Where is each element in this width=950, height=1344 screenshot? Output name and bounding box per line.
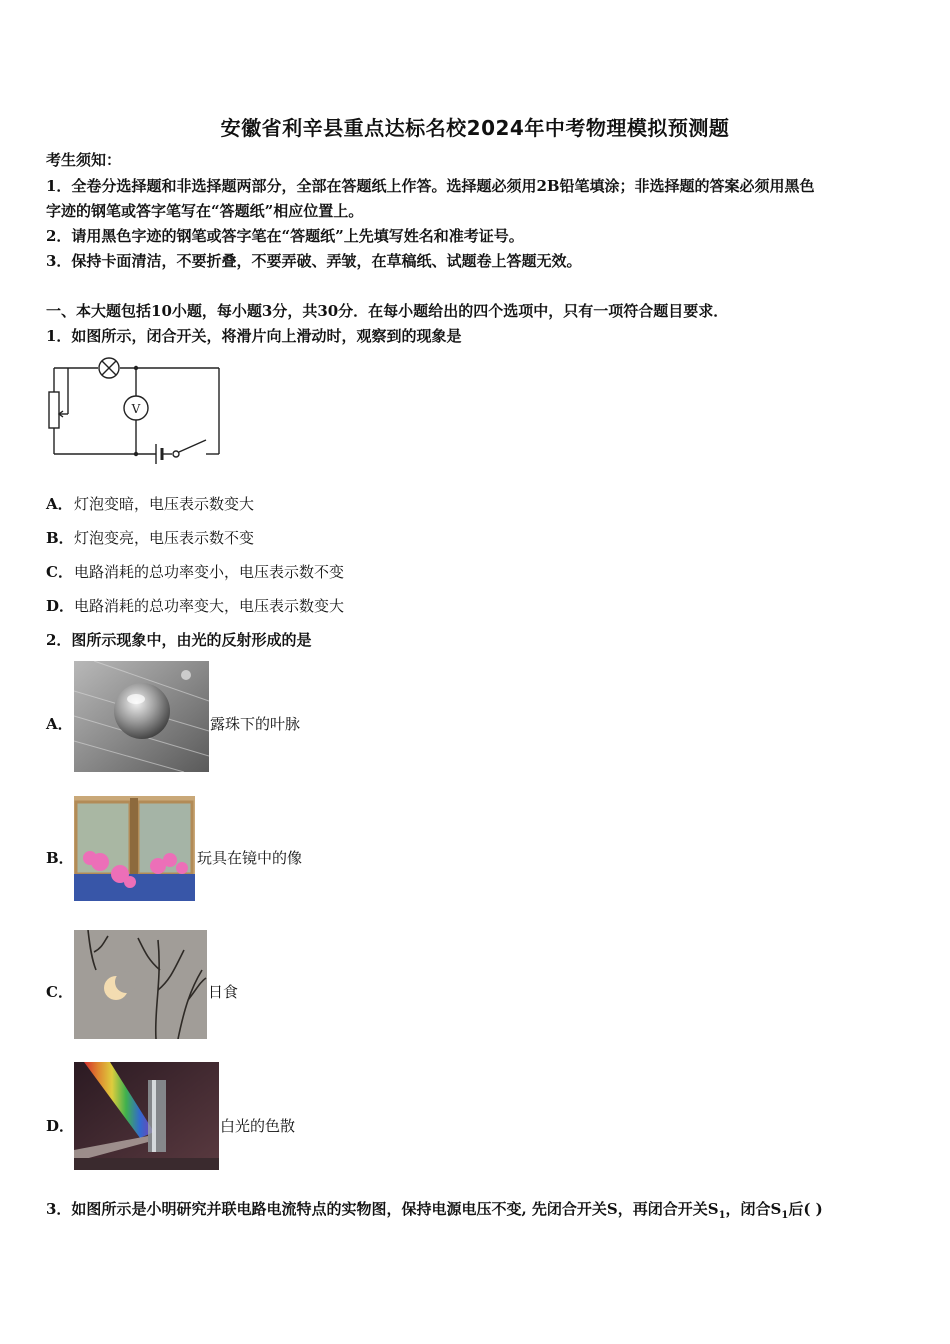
q1-option-c[interactable]: C．电路消耗的总功率变小，电压表示数不变 xyxy=(46,563,345,581)
q1-option-d[interactable]: D．电路消耗的总功率变大，电压表示数变大 xyxy=(46,597,345,615)
notice-heading: 考生须知： xyxy=(46,151,122,169)
mirror-toys-photo xyxy=(74,796,195,901)
notice-item-1: 1．全卷分选择题和非选择题两部分，全部在答题纸上作答。选择题必须用2B铅笔填涂；非选择题的答案必须用黑色 xyxy=(46,177,815,195)
q1-option-b[interactable]: B．灯泡变亮，电压表示数不变 xyxy=(46,529,255,547)
question-1-stem: 1．如图所示，闭合开关，将滑片向上滑动时，观察到的现象是 xyxy=(46,327,462,345)
q2-option-c-letter[interactable]: C． xyxy=(46,983,73,1001)
q2-option-c-caption: 日食 xyxy=(208,983,239,1001)
q1-option-a[interactable]: A．灯泡变暗，电压表示数变大 xyxy=(46,495,255,513)
q2-option-a-caption: 露珠下的叶脉 xyxy=(210,715,301,733)
page-title: 安徽省利辛县重点达标名校2024年中考物理模拟预测题 xyxy=(220,116,730,140)
eclipse-photo xyxy=(74,930,207,1039)
section-heading: 一、本大题包括10小题，每小题3分，共30分．在每小题给出的四个选项中，只有一项符合题目要求． xyxy=(46,302,729,320)
circuit-diagram xyxy=(44,356,226,468)
question-2-stem: 2．图所示现象中，由光的反射形成的是 xyxy=(46,631,312,649)
dewdrop-leaf-photo xyxy=(74,661,209,772)
q2-option-b-caption: 玩具在镜中的像 xyxy=(197,849,303,867)
q2-option-d-letter[interactable]: D． xyxy=(46,1117,75,1135)
q2-option-d-caption: 白光的色散 xyxy=(220,1117,296,1135)
question-3-stem: 3．如图所示是小明研究并联电路电流特点的实物图，保持电源电压不变, 先闭合开关S，再闭合开关$S_1$，闭合$S_1$后( ) xyxy=(46,1200,823,1221)
q2-option-b-letter[interactable]: B． xyxy=(46,849,74,867)
q2-option-a-letter[interactable]: A． xyxy=(46,715,73,733)
notice-item-1-cont: 字迹的钢笔或答字笔写在“答题纸”相应位置上。 xyxy=(46,202,364,220)
prism-dispersion-photo xyxy=(74,1062,219,1170)
notice-item-3: 3．保持卡面清洁，不要折叠，不要弄破、弄皱，在草稿纸、试题卷上答题无效。 xyxy=(46,252,582,270)
notice-item-2: 2．请用黑色字迹的钢笔或答字笔在“答题纸”上先填写姓名和准考证号。 xyxy=(46,227,524,245)
voltmeter-label: V xyxy=(131,402,141,416)
